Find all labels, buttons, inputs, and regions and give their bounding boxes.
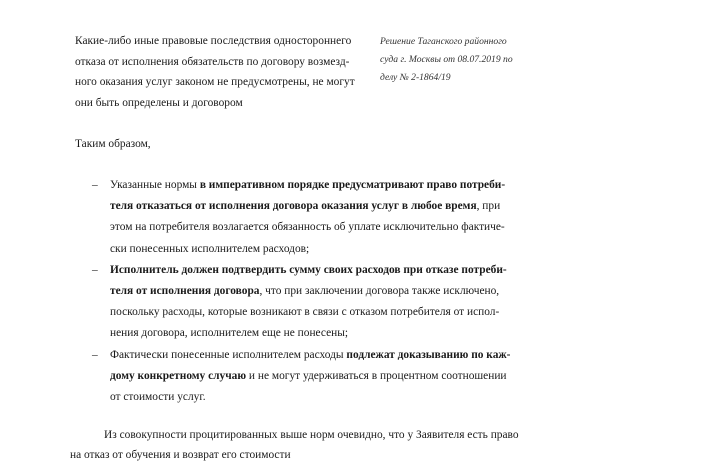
text-line: Фактически понесенные исполнителем расходы подлежат доказыванию по каж-	[110, 348, 511, 361]
note-line: Решение Таганского районного	[380, 36, 507, 47]
paragraph-conclusion-cut-line: на отказ от обучения и возврат его стоимости	[70, 449, 291, 461]
list-item	[92, 175, 532, 260]
paragraph-conclusion: Из совокупности процитированных выше норм очевидно, что у Заявителя есть право	[104, 429, 519, 441]
text-line: нения договора, исполнителем еще не понесены;	[110, 327, 349, 340]
list-item	[92, 345, 532, 409]
paragraph-thus: Таким образом,	[75, 138, 151, 150]
text-line: ски понесенных исполнителем расходов;	[110, 242, 310, 255]
text-line: поскольку расходы, которые возникают в связи с отказом потребителя от испол-	[110, 306, 500, 319]
text-line: отказа от исполнения обязательств по договору возмезд-	[75, 55, 350, 68]
bullet-list	[92, 175, 532, 408]
note-line: суда г. Москвы от 08.07.2019 по	[380, 54, 513, 65]
text-line: от стоимости услуг.	[110, 391, 206, 404]
text-line: Указанные нормы в императивном порядке предусматривают право потреби-	[110, 179, 506, 191]
text-line: Исполнитель должен подтвердить сумму своих расходов при отказе потреби-	[110, 263, 507, 276]
dash-bullet: –	[92, 179, 98, 191]
margin-note-court-decision	[380, 33, 540, 87]
note-line: делу № 2-1864/19	[380, 72, 451, 83]
text-line: теля от исполнения договора, что при заключении договора также исключено,	[110, 285, 500, 298]
dash-bullet: –	[92, 348, 98, 361]
text-line: Какие-либо иные правовые последствия одностороннего	[75, 35, 352, 47]
text-line: дому конкретному случаю и не могут удерживаться в процентном соотношении	[110, 369, 507, 382]
text-line: ного оказания услуг законом не предусмотрены, не могут	[75, 76, 355, 88]
text-line: этом на потребителя возлагается обязанность об уплате исключительно фактиче-	[110, 221, 505, 234]
text-line: теля отказаться от исполнения договора оказания услуг в любое время, при	[110, 200, 501, 213]
paragraph-legal-consequences	[75, 31, 375, 113]
dash-bullet: –	[92, 263, 98, 276]
list-item	[92, 260, 532, 345]
text-line: они быть определены и договором	[75, 96, 243, 109]
